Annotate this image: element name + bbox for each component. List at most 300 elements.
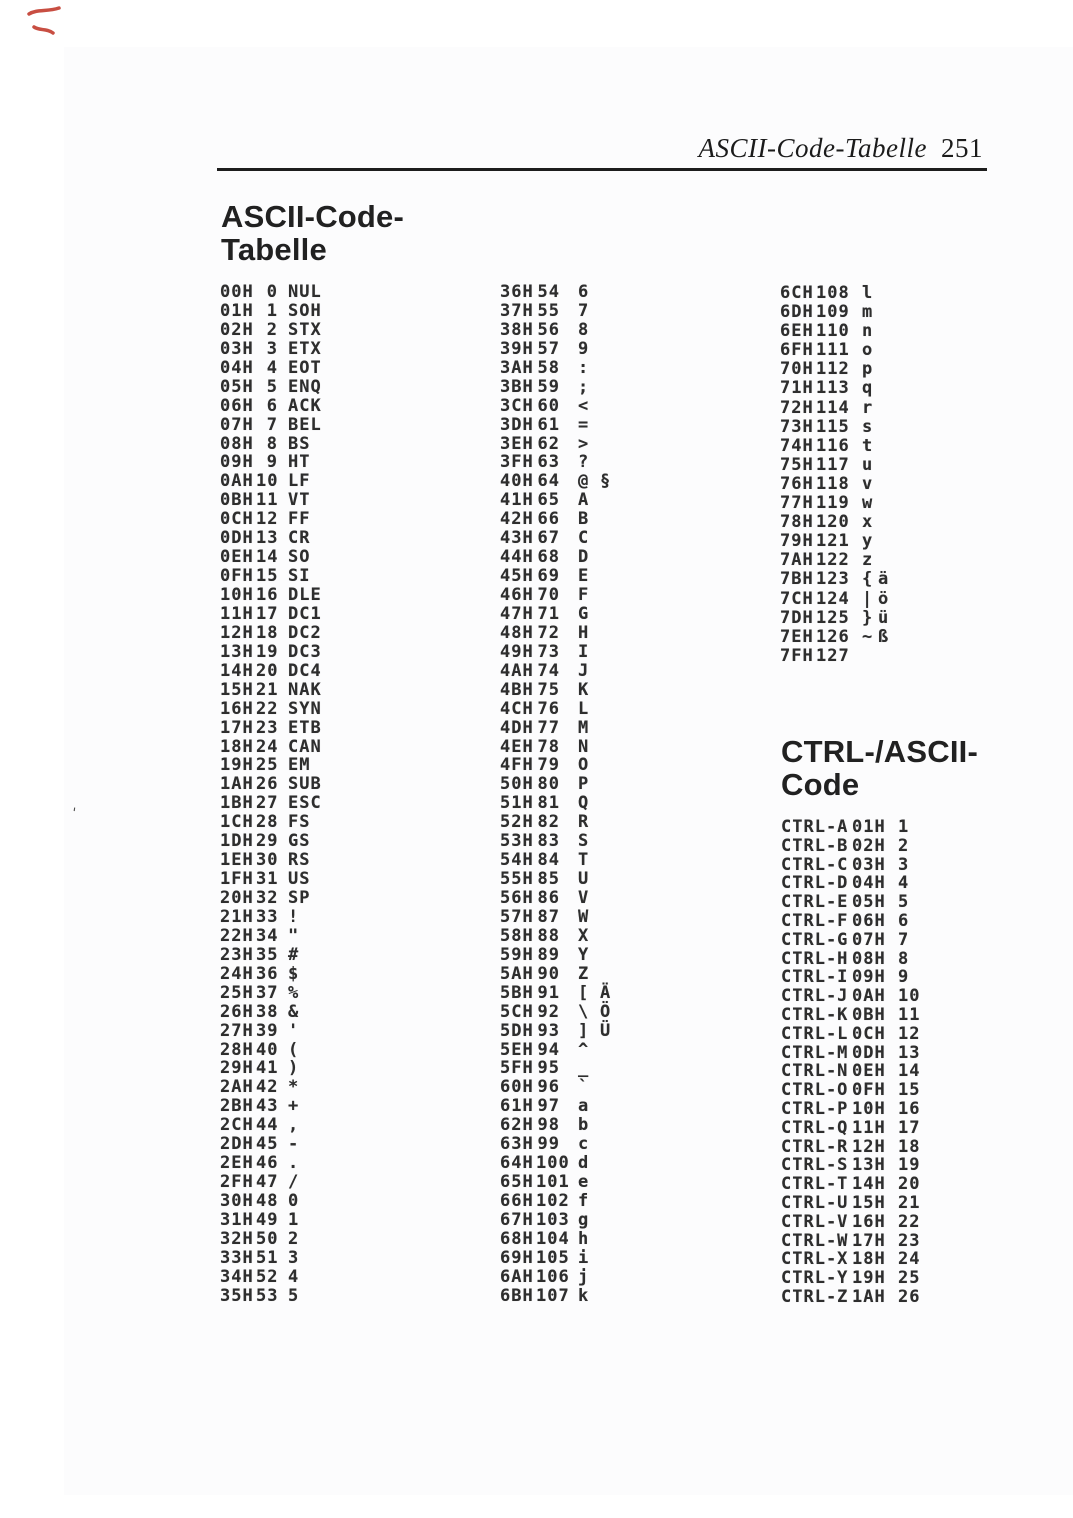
running-head-title: ASCII-Code-Tabelle [698, 133, 927, 163]
hex-code-cell: 13H [220, 641, 254, 662]
character-cell: % [288, 982, 300, 1003]
ascii-table-row [220, 397, 322, 416]
ascii-table-row [780, 609, 889, 628]
hex-code-cell: 33H [220, 1247, 254, 1268]
decimal-cell: 34 [256, 925, 279, 946]
character-cell: P [578, 774, 590, 795]
decimal-cell: 112 [816, 359, 850, 380]
decimal-cell: 2 [266, 319, 278, 340]
hex-code-cell: 49H [500, 641, 534, 662]
ctrl-table-row [781, 1213, 920, 1232]
character-cell: Q [578, 793, 590, 814]
hex-code-cell: 47H [500, 603, 534, 624]
character-cell: r [862, 397, 874, 418]
hex-code-cell: 18H [852, 1249, 886, 1270]
ascii-table-row [780, 475, 889, 494]
ctrl-key-cell: CTRL-Z [781, 1286, 849, 1307]
character-cell: , [288, 1115, 300, 1136]
decimal-cell: 19 [256, 641, 279, 662]
ascii-table-row [780, 456, 889, 475]
decimal-cell: 1 [266, 300, 278, 321]
ascii-table-row [500, 1135, 611, 1154]
decimal-cell: 22 [898, 1211, 921, 1232]
hex-code-cell: 0EH [852, 1061, 886, 1082]
ascii-table-row [500, 794, 611, 813]
ctrl-key-cell: CTRL-G [781, 929, 849, 950]
hex-code-cell: 0FH [852, 1080, 886, 1101]
character-cell: y [862, 531, 874, 552]
hex-code-cell: 3FH [500, 452, 534, 473]
ascii-table-row [220, 416, 322, 435]
hex-code-cell: 19H [220, 755, 254, 776]
ascii-table-row [500, 359, 611, 378]
hex-code-cell: 2DH [220, 1134, 254, 1155]
hex-code-cell: 02H [852, 835, 886, 856]
hex-code-cell: 0DH [220, 528, 254, 549]
ascii-table-column-3 [780, 284, 889, 666]
character-cell: ~ [862, 626, 874, 647]
ascii-table-row [220, 510, 322, 529]
character-cell: w [862, 493, 874, 514]
hex-code-cell: 40H [500, 471, 534, 492]
character-cell: S [578, 831, 590, 852]
hex-code-cell: 6FH [780, 340, 814, 361]
decimal-cell: 105 [536, 1247, 570, 1268]
ascii-table-row [220, 1211, 322, 1230]
hex-code-cell: 1DH [220, 831, 254, 852]
ascii-table-row [220, 889, 322, 908]
hex-code-cell: 56H [500, 888, 534, 908]
hex-code-cell: 06H [852, 910, 886, 931]
hex-code-cell: 5AH [500, 963, 534, 984]
character-cell: HT [288, 452, 311, 473]
hex-code-cell: 03H [220, 338, 254, 359]
character-cell: SUB [288, 774, 322, 795]
character-cell: o [862, 340, 874, 361]
ascii-table-row [220, 794, 322, 813]
character-cell: > [578, 433, 590, 454]
hex-code-cell: 01H [220, 300, 254, 321]
ascii-table-row [220, 738, 322, 757]
character-cell: < [578, 395, 590, 416]
character-cell: _ [578, 1058, 590, 1079]
section-title-ctrl-line2: Code [781, 767, 860, 802]
ascii-table-row [500, 889, 611, 908]
ascii-table-row [220, 1173, 322, 1192]
ascii-table-row [500, 719, 611, 738]
character-cell: Y [578, 944, 590, 965]
hex-code-cell: 7FH [780, 645, 814, 666]
character-cell: 9 [578, 338, 590, 359]
decimal-cell: 82 [537, 812, 560, 833]
decimal-cell: 42 [256, 1077, 279, 1098]
ascii-table-row [500, 510, 611, 529]
character-cell: H [578, 622, 590, 643]
character-cell: T [578, 850, 590, 871]
character-cell: c [578, 1134, 590, 1155]
ascii-table-row [500, 1022, 611, 1041]
decimal-cell: 9 [898, 967, 910, 988]
character-cell: # [288, 944, 300, 965]
section-title-ascii-line1: ASCII-Code- [221, 199, 405, 234]
decimal-cell: 78 [537, 736, 560, 757]
hex-code-cell: 0FH [220, 566, 254, 587]
ascii-table-row [220, 1154, 322, 1173]
decimal-cell: 91 [537, 982, 560, 1003]
ascii-table-row [500, 681, 611, 700]
hex-code-cell: 0CH [220, 509, 254, 530]
ascii-table-row [500, 1154, 611, 1173]
ctrl-table-row [781, 1175, 920, 1194]
hex-code-cell: 4EH [500, 736, 534, 757]
decimal-cell: 96 [537, 1077, 560, 1098]
ascii-table-row [500, 946, 611, 965]
decimal-cell: 64 [537, 471, 560, 492]
section-title-ctrl [781, 735, 978, 801]
ctrl-table-row [781, 987, 920, 1006]
character-cell: e [578, 1172, 590, 1193]
ascii-table-row [220, 719, 322, 738]
ascii-table-row [500, 1287, 611, 1306]
hex-code-cell: 79H [780, 531, 814, 552]
hex-code-cell: 2FH [220, 1172, 254, 1193]
character-cell: \ [578, 1001, 590, 1022]
hex-code-cell: 09H [220, 452, 254, 473]
decimal-cell: 40 [256, 1039, 279, 1060]
ascii-table-row [500, 738, 611, 757]
decimal-cell: 0 [266, 282, 278, 302]
hex-code-cell: 17H [220, 717, 254, 738]
decimal-cell: 61 [537, 414, 560, 435]
ascii-table-row [780, 379, 889, 398]
decimal-cell: 93 [537, 1020, 560, 1041]
decimal-cell: 75 [537, 679, 560, 700]
german-variant-cell: ß [878, 626, 890, 647]
ascii-table-row [500, 491, 611, 510]
decimal-cell: 22 [256, 698, 279, 719]
decimal-cell: 20 [898, 1174, 921, 1195]
character-cell: k [578, 1285, 590, 1306]
ascii-table-column-1 [220, 283, 322, 1306]
character-cell: BEL [288, 414, 322, 435]
ascii-table-row [500, 529, 611, 548]
hex-code-cell: 1FH [220, 869, 254, 890]
hex-code-cell: 24H [220, 963, 254, 984]
hex-code-cell: 4DH [500, 717, 534, 738]
decimal-cell: 73 [537, 641, 560, 662]
character-cell: [ [578, 982, 590, 1003]
hex-code-cell: 37H [500, 300, 534, 321]
decimal-cell: 92 [537, 1001, 560, 1022]
ascii-table-row [220, 321, 322, 340]
ascii-table-row [220, 605, 322, 624]
decimal-cell: 4 [266, 357, 278, 378]
ctrl-key-cell: CTRL-O [781, 1080, 849, 1101]
character-cell: / [288, 1172, 300, 1193]
section-title-ctrl-line1: CTRL-/ASCII- [781, 734, 978, 769]
character-cell: p [862, 359, 874, 380]
decimal-cell: 12 [898, 1023, 921, 1044]
character-cell: DC3 [288, 641, 322, 662]
character-cell: RS [288, 850, 311, 871]
character-cell: i [578, 1247, 590, 1268]
decimal-cell: 21 [898, 1192, 921, 1213]
hex-code-cell: 05H [220, 376, 254, 397]
decimal-cell: 89 [537, 944, 560, 965]
ascii-table-row [220, 1287, 322, 1306]
character-cell: Z [578, 963, 590, 984]
ascii-table-row [220, 1041, 322, 1060]
character-cell: m [862, 302, 874, 323]
ascii-table-row [220, 1135, 322, 1154]
character-cell: ! [288, 906, 300, 927]
decimal-cell: 70 [537, 585, 560, 605]
ascii-table-row [220, 378, 322, 397]
hex-code-cell: 3DH [500, 414, 534, 435]
hex-code-cell: 03H [852, 854, 886, 875]
ascii-table-row [500, 870, 611, 889]
decimal-cell: 10 [256, 471, 279, 492]
decimal-cell: 66 [537, 509, 560, 530]
decimal-cell: 106 [536, 1266, 570, 1287]
ascii-table-row [220, 662, 322, 681]
ascii-table-row [780, 399, 889, 418]
ctrl-ascii-table [781, 818, 920, 1307]
decimal-cell: 74 [537, 660, 560, 681]
ascii-table-row [220, 1230, 322, 1249]
decimal-cell: 1 [898, 817, 910, 837]
ascii-table-row [500, 965, 611, 984]
character-cell: STX [288, 319, 322, 340]
hex-code-cell: 59H [500, 944, 534, 965]
ascii-table-row [500, 378, 611, 397]
character-cell: ` [578, 1077, 590, 1098]
decimal-cell: 23 [898, 1230, 921, 1251]
ascii-table-row [780, 513, 889, 532]
header-rule [217, 168, 987, 171]
hex-code-cell: 75H [780, 454, 814, 475]
ctrl-table-row [781, 968, 920, 987]
hex-code-cell: 65H [500, 1172, 534, 1193]
decimal-cell: 26 [898, 1286, 921, 1307]
ascii-table-row [500, 813, 611, 832]
decimal-cell: 71 [537, 603, 560, 624]
decimal-cell: 25 [898, 1268, 921, 1289]
hex-code-cell: 10H [220, 585, 254, 605]
decimal-cell: 127 [816, 645, 850, 666]
character-cell: 1 [288, 1209, 300, 1230]
hex-code-cell: 51H [500, 793, 534, 814]
ctrl-table-row [781, 1119, 920, 1138]
hex-code-cell: 78H [780, 512, 814, 533]
decimal-cell: 35 [256, 944, 279, 965]
character-cell: R [578, 812, 590, 833]
ascii-table-row [780, 360, 889, 379]
ctrl-table-row [781, 1138, 920, 1157]
hex-code-cell: 76H [780, 473, 814, 494]
ascii-table-row [500, 567, 611, 586]
ctrl-table-row [781, 1232, 920, 1251]
decimal-cell: 17 [256, 603, 279, 624]
hex-code-cell: 27H [220, 1020, 254, 1041]
decimal-cell: 94 [537, 1039, 560, 1060]
hex-code-cell: 16H [220, 698, 254, 719]
ctrl-table-row [781, 893, 920, 912]
hex-code-cell: 3AH [500, 357, 534, 378]
decimal-cell: 31 [256, 869, 279, 890]
ascii-table-row [220, 1249, 322, 1268]
character-cell: l [862, 283, 874, 303]
character-cell: 0 [288, 1191, 300, 1211]
character-cell: C [578, 528, 590, 549]
decimal-cell: 36 [256, 963, 279, 984]
hex-code-cell: 18H [220, 736, 254, 757]
hex-code-cell: 35H [220, 1285, 254, 1306]
hex-code-cell: 4CH [500, 698, 534, 719]
character-cell: + [288, 1096, 300, 1117]
decimal-cell: 39 [256, 1020, 279, 1041]
ctrl-table-row [781, 1044, 920, 1063]
ctrl-key-cell: CTRL-P [781, 1098, 849, 1119]
ascii-table-row [500, 832, 611, 851]
hex-code-cell: 4AH [500, 660, 534, 681]
ctrl-key-cell: CTRL-J [781, 986, 849, 1007]
ascii-table-row [780, 303, 889, 322]
hex-code-cell: 06H [220, 395, 254, 416]
hex-code-cell: 0BH [852, 1004, 886, 1025]
hex-code-cell: 48H [500, 622, 534, 643]
decimal-cell: 6 [266, 395, 278, 416]
ascii-table-row [500, 1230, 611, 1249]
hex-code-cell: 5BH [500, 982, 534, 1003]
character-cell: E [578, 566, 590, 587]
character-cell: 8 [578, 319, 590, 340]
decimal-cell: 118 [816, 473, 850, 494]
character-cell: n [862, 321, 874, 342]
hex-code-cell: 0EH [220, 547, 254, 568]
decimal-cell: 3 [898, 854, 910, 875]
decimal-cell: 101 [536, 1172, 570, 1193]
character-cell: F [578, 585, 590, 605]
ascii-table-row [220, 965, 322, 984]
ctrl-key-cell: CTRL-V [781, 1211, 849, 1232]
character-cell: NUL [288, 282, 322, 302]
hex-code-cell: 05H [852, 892, 886, 913]
ctrl-table-row [781, 1250, 920, 1269]
hex-code-cell: 53H [500, 831, 534, 852]
hex-code-cell: 7EH [780, 626, 814, 647]
decimal-cell: 25 [256, 755, 279, 776]
ascii-table-row [220, 435, 322, 454]
character-cell: CAN [288, 736, 322, 757]
ascii-table-row [220, 1116, 322, 1135]
character-cell: f [578, 1191, 590, 1211]
hex-code-cell: 04H [852, 873, 886, 894]
character-cell: @ [578, 471, 590, 492]
decimal-cell: 16 [256, 585, 279, 605]
character-cell: * [288, 1077, 300, 1098]
ascii-table-row [220, 302, 322, 321]
ascii-table-row [500, 927, 611, 946]
character-cell: FS [288, 812, 311, 833]
decimal-cell: 16 [898, 1098, 921, 1119]
character-cell: ) [288, 1058, 300, 1079]
hex-code-cell: 2BH [220, 1096, 254, 1117]
character-cell: s [862, 416, 874, 437]
character-cell: v [862, 473, 874, 494]
ctrl-key-cell: CTRL-H [781, 948, 849, 969]
decimal-cell: 14 [256, 547, 279, 568]
character-cell: 2 [288, 1228, 300, 1249]
character-cell: t [862, 435, 874, 456]
character-cell: d [578, 1153, 590, 1174]
running-head [699, 133, 983, 164]
character-cell: K [578, 679, 590, 700]
decimal-cell: 65 [537, 490, 560, 511]
hex-code-cell: 68H [500, 1228, 534, 1249]
character-cell: x [862, 512, 874, 533]
decimal-cell: 46 [256, 1153, 279, 1174]
decimal-cell: 60 [537, 395, 560, 416]
ctrl-key-cell: CTRL-Y [781, 1268, 849, 1289]
ascii-table-row [220, 586, 322, 605]
ctrl-key-cell: CTRL-M [781, 1042, 849, 1063]
hex-code-cell: 14H [852, 1174, 886, 1195]
hex-code-cell: 3CH [500, 395, 534, 416]
character-cell: M [578, 717, 590, 738]
ascii-table-row [220, 643, 322, 662]
ctrl-key-cell: CTRL-W [781, 1230, 849, 1251]
hex-code-cell: 26H [220, 1001, 254, 1022]
ctrl-table-row [781, 1006, 920, 1025]
hex-code-cell: 6DH [780, 302, 814, 323]
german-variant-cell: Ö [600, 1001, 612, 1022]
hex-code-cell: 25H [220, 982, 254, 1003]
hex-code-cell: 15H [220, 679, 254, 700]
page-number: 251 [941, 133, 983, 163]
decimal-cell: 103 [536, 1209, 570, 1230]
hex-code-cell: 00H [220, 282, 254, 302]
ascii-table-row [780, 532, 889, 551]
hex-code-cell: 34H [220, 1266, 254, 1287]
character-cell: } [862, 607, 874, 628]
decimal-cell: 72 [537, 622, 560, 643]
hex-code-cell: 3EH [500, 433, 534, 454]
character-cell: ENQ [288, 376, 322, 397]
character-cell: u [862, 454, 874, 475]
decimal-cell: 111 [816, 340, 850, 361]
decimal-cell: 20 [256, 660, 279, 681]
character-cell: U [578, 869, 590, 890]
character-cell: ? [578, 452, 590, 473]
hex-code-cell: 38H [500, 319, 534, 340]
character-cell: ' [288, 1020, 300, 1041]
decimal-cell: 88 [537, 925, 560, 946]
ctrl-table-row [781, 1025, 920, 1044]
character-cell: ETX [288, 338, 322, 359]
hex-code-cell: 28H [220, 1039, 254, 1060]
character-cell: . [288, 1153, 300, 1174]
ascii-table-row [220, 1078, 322, 1097]
ascii-table-row [220, 1059, 322, 1078]
decimal-cell: 62 [537, 433, 560, 454]
character-cell: US [288, 869, 311, 890]
ascii-table-row [500, 302, 611, 321]
character-cell: J [578, 660, 590, 681]
decimal-cell: 50 [256, 1228, 279, 1249]
decimal-cell: 26 [256, 774, 279, 795]
decimal-cell: 126 [816, 626, 850, 647]
